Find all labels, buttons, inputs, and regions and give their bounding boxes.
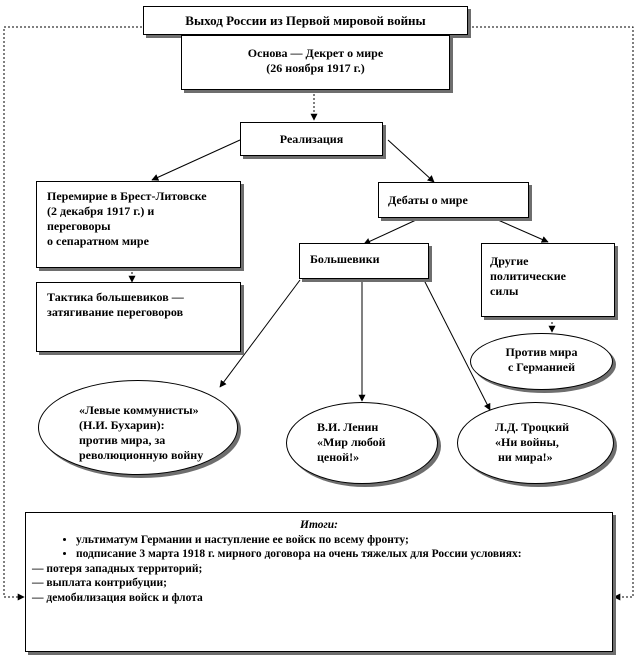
arrow-debates-other bbox=[498, 220, 548, 242]
left-communists-line-3: против мира, за bbox=[79, 433, 166, 447]
trotsky-line-2: «Ни войны, bbox=[495, 435, 559, 449]
arrow-realization-debates bbox=[388, 140, 434, 182]
peace-debates-text: Дебаты о мире bbox=[388, 193, 468, 207]
trotsky-line-1: Л.Д. Троцкий bbox=[495, 420, 570, 434]
bolsheviks-box bbox=[299, 243, 429, 279]
lenin-line-2: «Мир любой bbox=[317, 435, 386, 449]
results-dash-1: — потеря западных территорий; bbox=[32, 562, 203, 575]
title-box bbox=[143, 6, 468, 35]
lenin-oval bbox=[286, 402, 438, 484]
against-peace-oval bbox=[470, 333, 613, 390]
tactics-line-1: Тактика большевиков — bbox=[47, 290, 184, 304]
left-communists-line-4: революционную войну bbox=[79, 448, 204, 462]
results-dash-3: — демобилизация войск и флота bbox=[32, 591, 203, 604]
title-text: Выход России из Первой мировой войны bbox=[185, 13, 426, 28]
results-bullet-1: • ультиматум Германии и наступление ее войск по всему фронту; bbox=[76, 533, 606, 548]
trotsky-oval bbox=[457, 402, 614, 484]
arrow-realization-armistice bbox=[152, 140, 240, 180]
armistice-line-2: (2 декабря 1917 г.) и bbox=[47, 204, 155, 218]
left-communists-oval bbox=[38, 380, 238, 475]
other-forces-line-2: политические bbox=[490, 269, 566, 283]
armistice-line-3: переговоры bbox=[47, 219, 111, 233]
realization-text: Реализация bbox=[279, 132, 344, 146]
other-forces-line-1: Другие bbox=[490, 254, 529, 268]
bolsheviks-text: Большевики bbox=[310, 252, 380, 266]
armistice-box bbox=[36, 181, 241, 268]
other-forces-box bbox=[481, 243, 615, 317]
other-forces-line-3: силы bbox=[490, 284, 519, 298]
realization-box bbox=[240, 122, 383, 156]
armistice-line-4: о сепаратном мире bbox=[47, 234, 149, 248]
left-communists-line-2: (Н.И. Бухарин): bbox=[79, 418, 165, 432]
results-dash-2: — выплата контрибуции; bbox=[32, 577, 167, 589]
results-bullet-list bbox=[32, 533, 606, 562]
tactics-line-2: затягивание переговоров bbox=[47, 305, 184, 319]
results-box bbox=[25, 512, 613, 652]
basis-line-2: (26 ноября 1917 г.) bbox=[266, 61, 365, 75]
results-title: Итоги: bbox=[300, 519, 338, 531]
peace-debates-box bbox=[378, 182, 529, 218]
lenin-line-3: ценой!» bbox=[317, 450, 360, 464]
results-bullet-2: • подписание 3 марта 1918 г. мирного договора на очень тяжелых для России условиях: bbox=[76, 547, 606, 562]
arrow-debates-bolsheviks bbox=[364, 220, 416, 244]
basis-box bbox=[181, 35, 450, 90]
left-communists-line-1: «Левые коммунисты» bbox=[79, 403, 199, 417]
lenin-line-1: В.И. Ленин bbox=[317, 420, 379, 434]
against-peace-line-1: Против мира bbox=[505, 345, 578, 359]
basis-line-1: Основа — Декрет о мире bbox=[247, 46, 384, 60]
against-peace-line-2: с Германией bbox=[507, 360, 576, 374]
trotsky-line-3: ни мира!» bbox=[495, 450, 553, 464]
bolshevik-tactics-box bbox=[36, 282, 241, 352]
armistice-line-1: Перемирие в Брест-Литовске bbox=[47, 189, 207, 203]
